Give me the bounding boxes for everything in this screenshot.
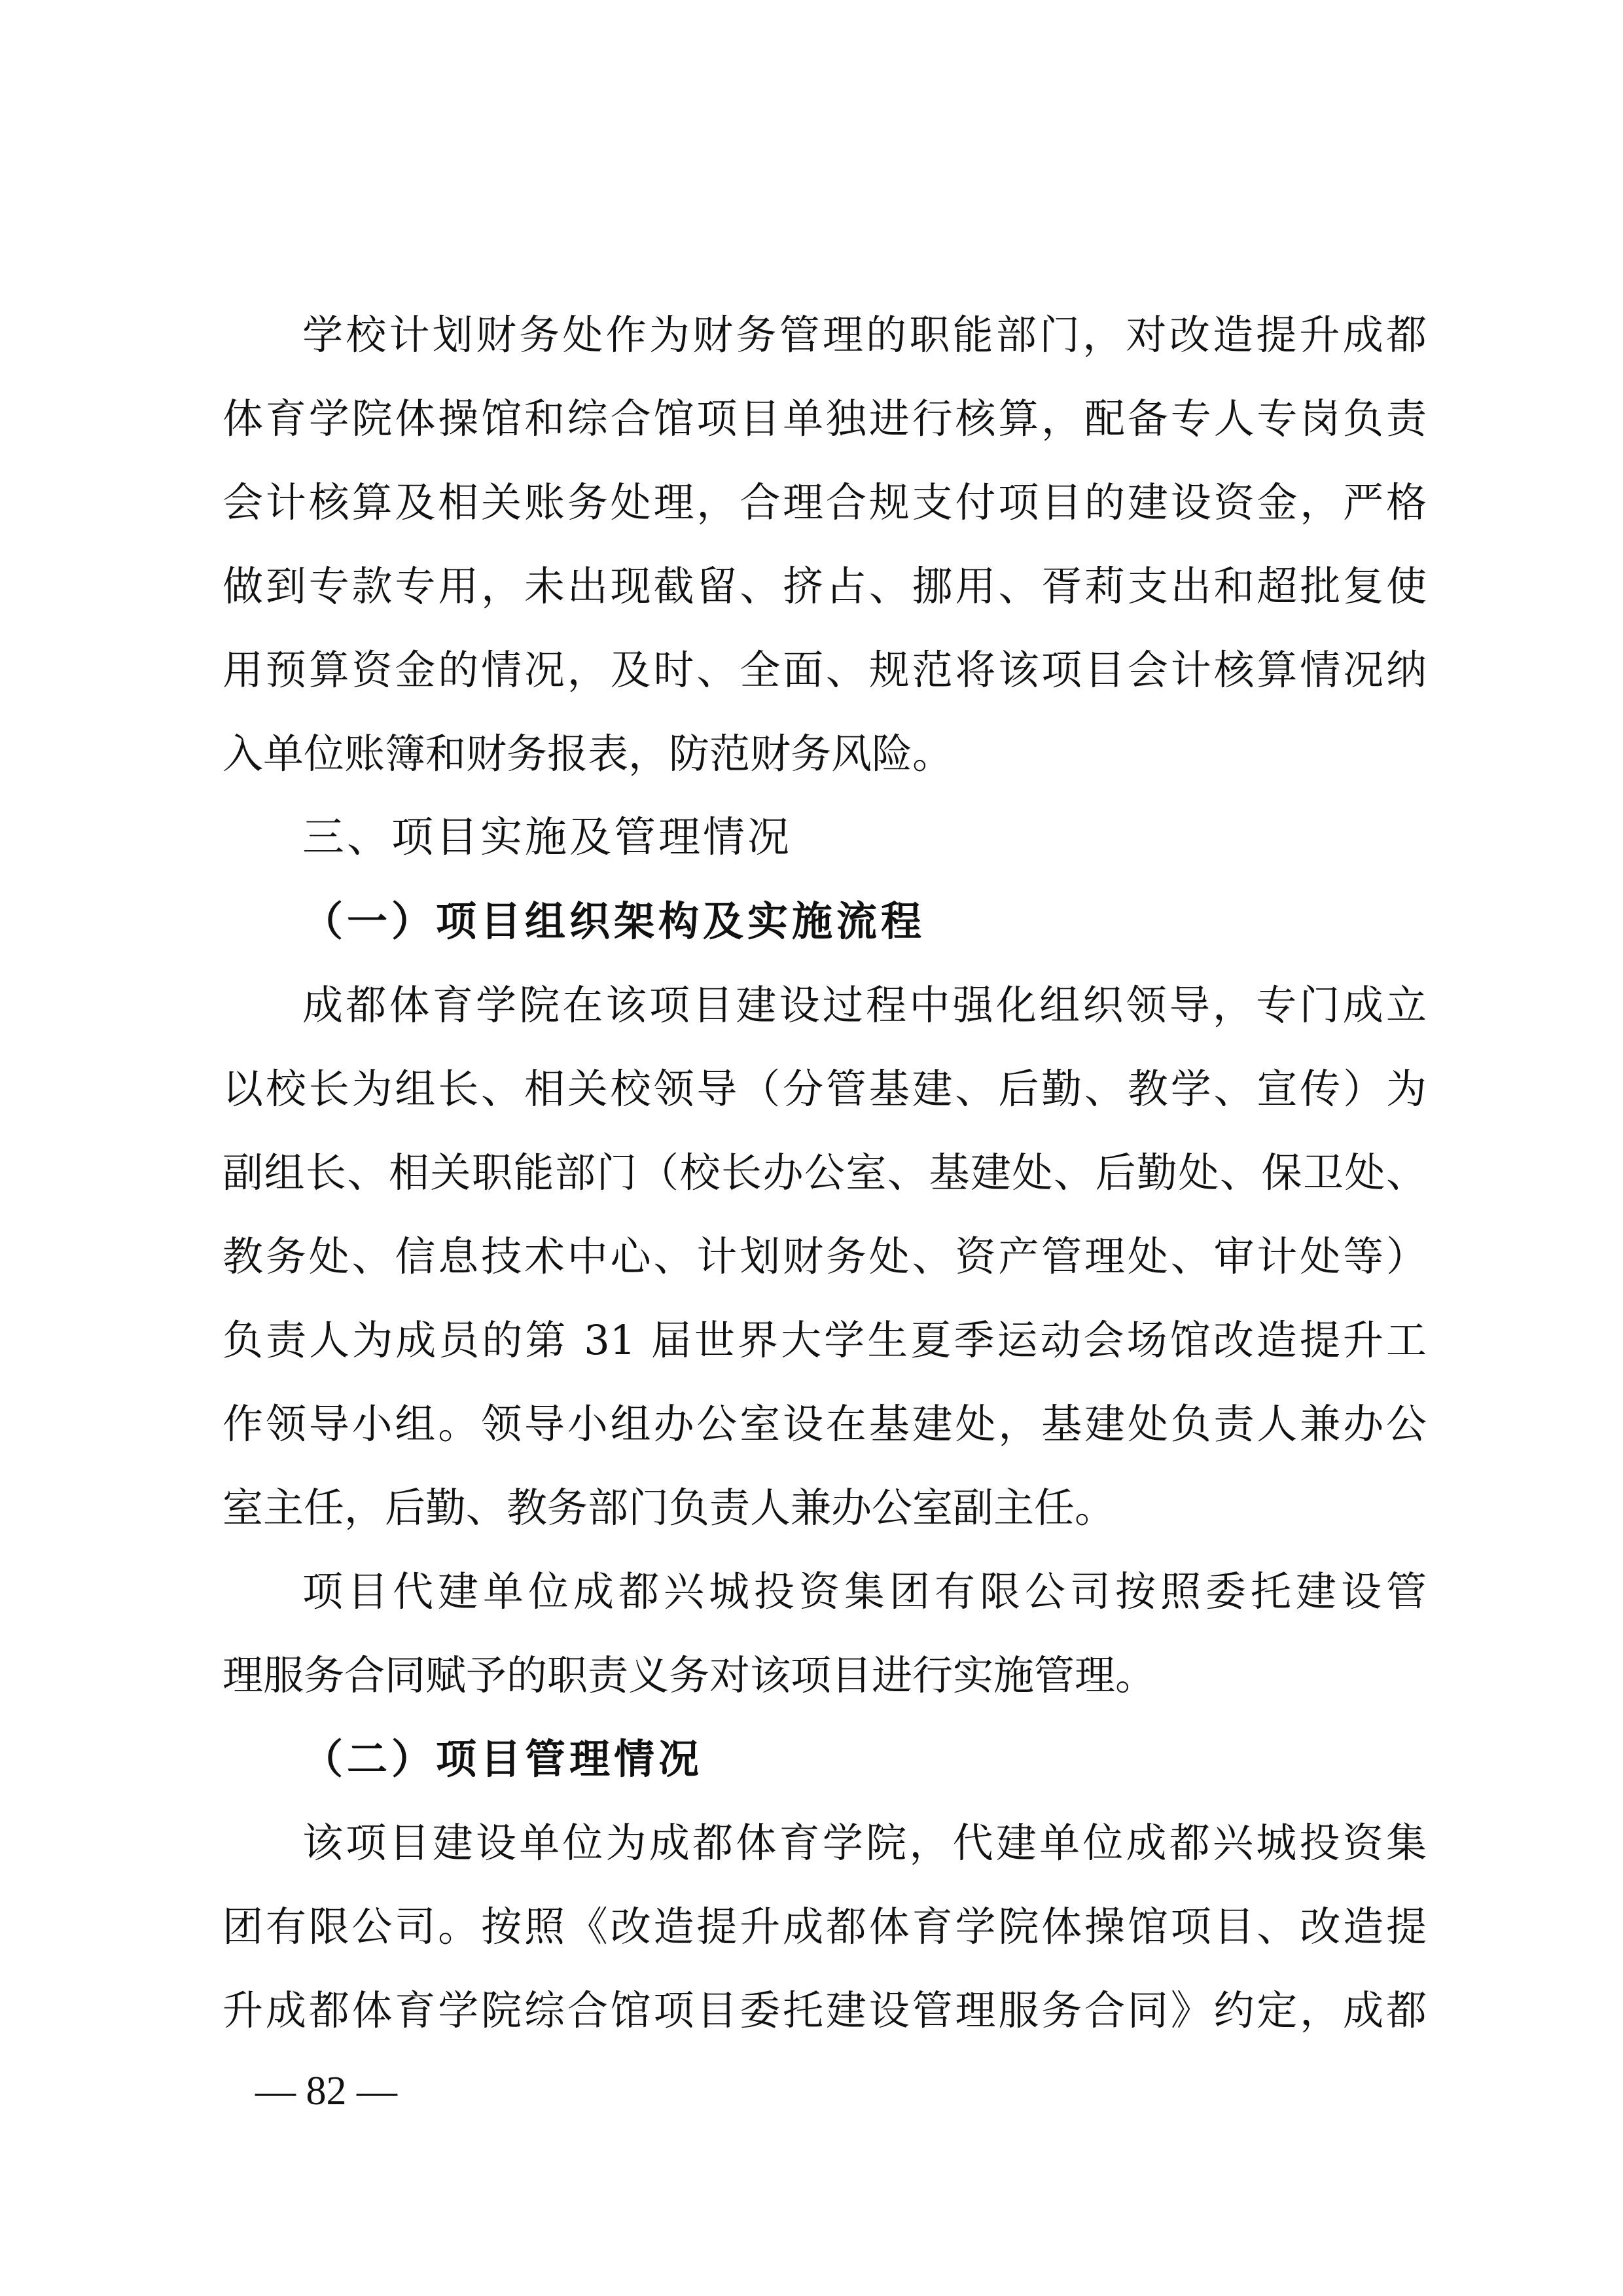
text-line: 教务处、信息技术中心、计划财务处、资产管理处、审计处等） [223,1232,1427,1280]
text-line: 用预算资金的情况，及时、全面、规范将该项目会计核算情况纳 [223,646,1427,694]
text-line: 负责人为成员的第 31 届世界大学生夏季运动会场馆改造提升工 [223,1316,1427,1364]
text-line: 成都体育学院在该项目建设过程中强化组织领导，专门成立 [302,981,1427,1029]
text-line: 团有限公司。按照《改造提升成都体育学院体操馆项目、改造提 [223,1903,1427,1950]
text-line: 做到专款专用，未出现截留、挤占、挪用、胥莉支出和超批复使 [223,562,1427,610]
text-line: 升成都体育学院综合馆项目委托建设管理服务合同》约定，成都 [223,1986,1427,2034]
section-heading: 三、项目实施及管理情况 [302,814,792,862]
text-line: 理服务合同赋予的职责义务对该项目进行实施管理。 [223,1651,1156,1699]
text-line: 学校计划财务处作为财务管理的职能部门，对改造提升成都 [302,311,1427,359]
text-line: 入单位账簿和财务报表，防范财务风险。 [223,730,954,778]
text-line: 作领导小组。领导小组办公室设在基建处，基建处负责人兼办公 [223,1400,1427,1448]
text-line: 该项目建设单位为成都体育学院，代建单位成都兴城投资集 [302,1819,1427,1867]
page-number: — 82 — [255,2069,397,2113]
text-line: 副组长、相关职能部门（校长办公室、基建处、后勤处、保卫处、 [223,1149,1427,1196]
text-line: 体育学院体操馆和综合馆项目单独进行核算，配备专人专岗负责 [223,395,1427,442]
text-line: 室主任，后勤、教务部门负责人兼办公室副主任。 [223,1484,1116,1532]
subsection-heading: （一）项目组织架构及实施流程 [302,897,926,945]
subsection-heading: （二）项目管理情况 [302,1735,704,1783]
text-line: 会计核算及相关账务处理，合理合规支付项目的建设资金，严格 [223,478,1427,526]
text-line: 以校长为组长、相关校领导（分管基建、后勤、教学、宣传）为 [223,1065,1427,1113]
text-line: 项目代建单位成都兴城投资集团有限公司按照委托建设管 [302,1568,1427,1615]
